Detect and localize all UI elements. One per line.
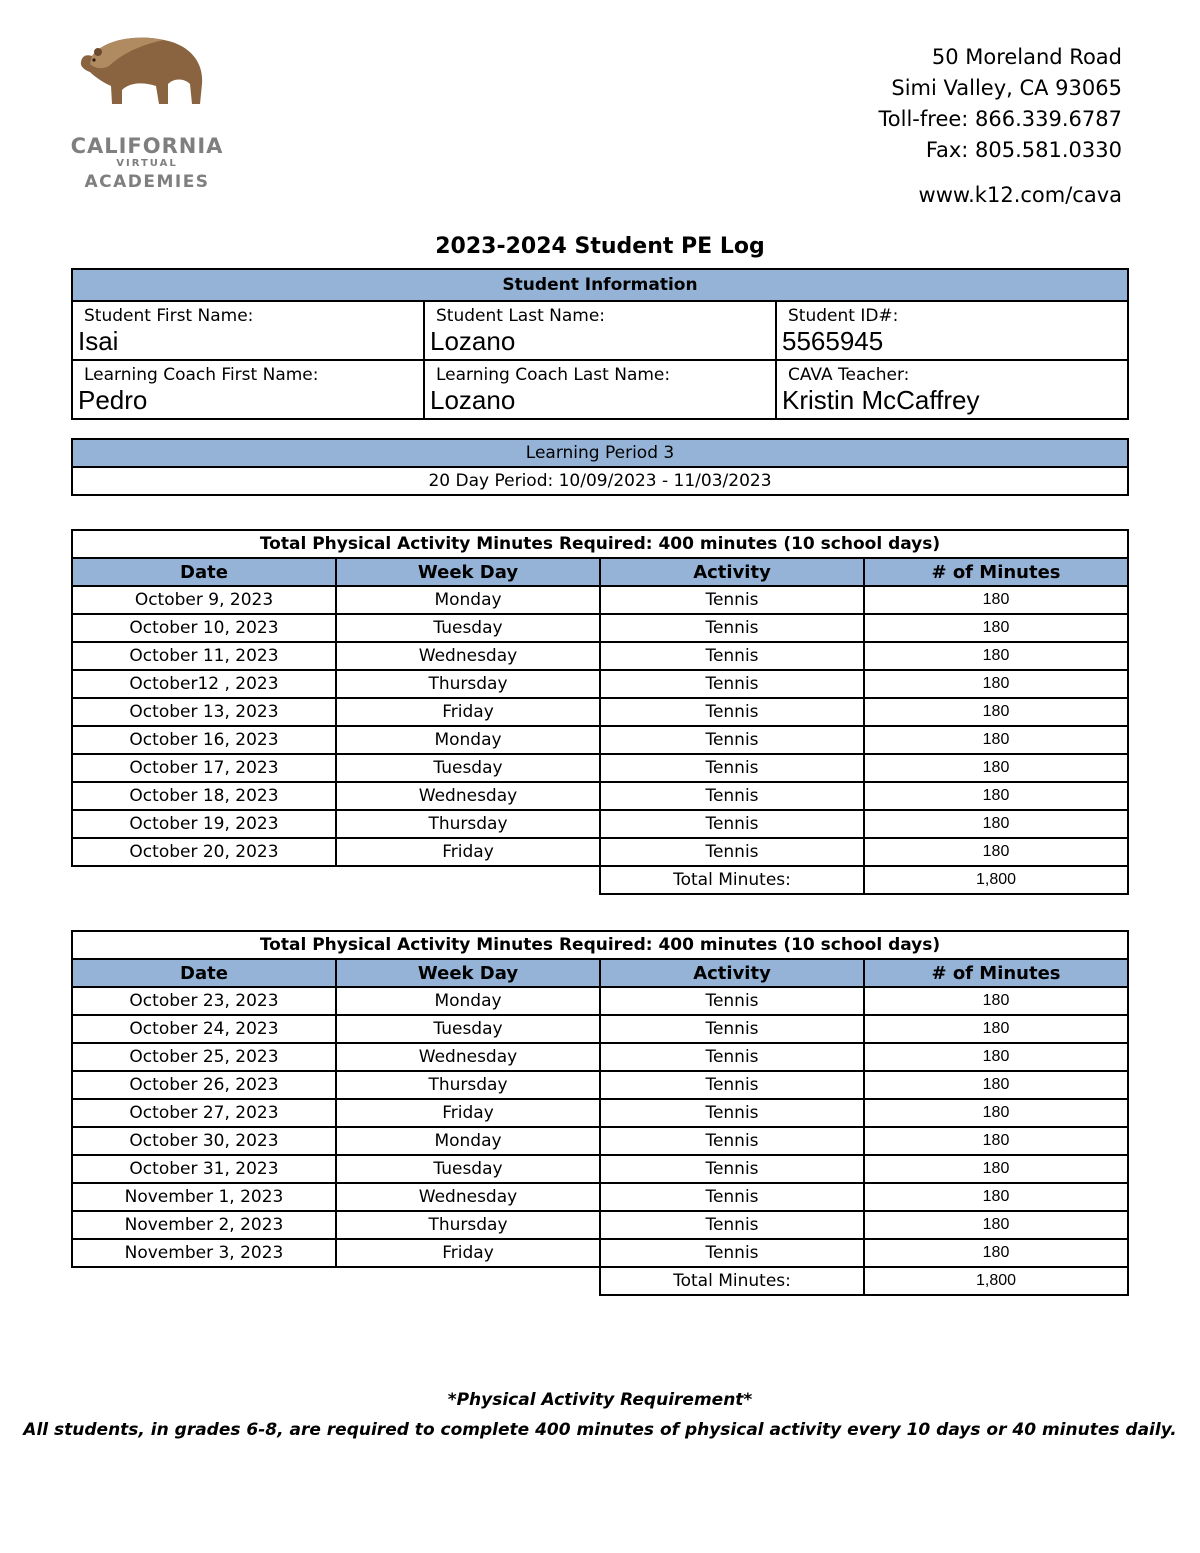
total-minutes-value: 1,800 [864,1267,1128,1295]
minutes-cell: 180 [864,1155,1128,1183]
minutes-cell: 180 [864,1239,1128,1267]
column-header-weekday: Week Day [336,558,600,586]
minutes-cell: 180 [864,1183,1128,1211]
student-last-name-value: Lozano [430,326,516,356]
date-cell: November 3, 2023 [72,1239,336,1267]
table-row [72,1155,1128,1183]
weekday-cell: Wednesday [336,782,600,810]
student-info-table [71,268,1129,420]
activity-cell: Tennis [600,586,864,614]
table-row [72,642,1128,670]
table-row [72,838,1128,866]
logo-name-line3: ACADEMIES [84,172,210,192]
date-cell: October 24, 2023 [72,1015,336,1043]
weekday-cell: Wednesday [336,642,600,670]
coach-first-name-label: Learning Coach First Name: [84,365,319,385]
activity-cell: Tennis [600,1211,864,1239]
column-header-minutes: # of Minutes [864,558,1128,586]
minutes-cell: 180 [864,1211,1128,1239]
learning-period-header: Learning Period 3 [72,439,1128,467]
date-cell: October 9, 2023 [72,586,336,614]
requirement-text: All students, in grades 6-8, are required to complete 400 minutes of physical activity every 10 days or 40 minutes daily. [23,1420,1177,1440]
table-row [72,1043,1128,1071]
minutes-cell: 180 [864,782,1128,810]
weekday-cell: Friday [336,698,600,726]
activity-cell: Tennis [600,782,864,810]
weekday-cell: Tuesday [336,1015,600,1043]
student-last-name-cell [424,301,776,360]
activity-cell: Tennis [600,698,864,726]
column-header-minutes: # of Minutes [864,959,1128,987]
column-header-activity: Activity [600,959,864,987]
logo-name-line1: CALIFORNIA [70,134,224,158]
table-row [72,810,1128,838]
table-row [72,1099,1128,1127]
column-header-activity: Activity [600,558,864,586]
minutes-cell: 180 [864,642,1128,670]
table-row [72,782,1128,810]
date-cell: October 13, 2023 [72,698,336,726]
activity-cell: Tennis [600,1183,864,1211]
table-row [72,1239,1128,1267]
pe-log-table [71,529,1129,895]
activity-cell: Tennis [600,1043,864,1071]
minutes-cell: 180 [864,614,1128,642]
student-first-name-cell [72,301,424,360]
student-first-name-label: Student First Name: [84,306,254,326]
weekday-cell: Friday [336,838,600,866]
date-cell: October 20, 2023 [72,838,336,866]
minutes-cell: 180 [864,586,1128,614]
learning-period-table [71,438,1129,496]
date-cell: October 25, 2023 [72,1043,336,1071]
date-cell: October 18, 2023 [72,782,336,810]
table-row [72,1015,1128,1043]
activity-cell: Tennis [600,1071,864,1099]
coach-last-name-label: Learning Coach Last Name: [436,365,671,385]
weekday-cell: Friday [336,1239,600,1267]
coach-first-name-value: Pedro [78,385,148,415]
date-cell: November 1, 2023 [72,1183,336,1211]
school-address [879,42,1122,211]
activity-cell: Tennis [600,1015,864,1043]
date-cell: October 19, 2023 [72,810,336,838]
column-header-date: Date [72,959,336,987]
minutes-cell: 180 [864,726,1128,754]
weekday-cell: Wednesday [336,1183,600,1211]
total-minutes-value: 1,800 [864,866,1128,894]
page-title: 2023-2024 Student PE Log [435,234,765,259]
minutes-cell: 180 [864,754,1128,782]
activity-cell: Tennis [600,1239,864,1267]
student-first-name-value: Isai [78,326,119,356]
column-header-weekday: Week Day [336,959,600,987]
activity-cell: Tennis [600,726,864,754]
weekday-cell: Monday [336,586,600,614]
activity-cell: Tennis [600,987,864,1015]
pe-log-table [71,930,1129,1296]
weekday-cell: Tuesday [336,754,600,782]
student-id-label: Student ID#: [788,306,899,326]
activity-cell: Tennis [600,754,864,782]
teacher-value: Kristin McCaffrey [782,385,980,415]
weekday-cell: Tuesday [336,1155,600,1183]
activity-cell: Tennis [600,670,864,698]
log-title: Total Physical Activity Minutes Required: 400 minutes (10 school days) [72,530,1128,558]
total-spacer [72,866,600,894]
weekday-cell: Tuesday [336,614,600,642]
weekday-cell: Monday [336,987,600,1015]
weekday-cell: Friday [336,1099,600,1127]
requirement-heading: *Physical Activity Requirement* [447,1390,753,1410]
date-cell: October 17, 2023 [72,754,336,782]
minutes-cell: 180 [864,1127,1128,1155]
bear-icon [64,34,234,114]
weekday-cell: Thursday [336,1071,600,1099]
table-row [72,586,1128,614]
date-cell: October 16, 2023 [72,726,336,754]
coach-first-name-cell [72,360,424,419]
weekday-cell: Monday [336,1127,600,1155]
table-row [72,670,1128,698]
learning-period-range: 20 Day Period: 10/09/2023 - 11/03/2023 [72,467,1128,495]
date-cell: October 11, 2023 [72,642,336,670]
address-city: Simi Valley, CA 93065 [891,76,1122,100]
student-last-name-label: Student Last Name: [436,306,606,326]
table-row [72,754,1128,782]
minutes-cell: 180 [864,987,1128,1015]
cava-logo [64,34,234,199]
date-cell: October 27, 2023 [72,1099,336,1127]
address-fax: Fax: 805.581.0330 [925,138,1122,162]
logo-name-line2: VIRTUAL [116,158,178,169]
minutes-cell: 180 [864,670,1128,698]
column-header-date: Date [72,558,336,586]
minutes-cell: 180 [864,1043,1128,1071]
table-row [72,614,1128,642]
weekday-cell: Thursday [336,670,600,698]
student-id-cell [776,301,1128,360]
activity-cell: Tennis [600,1099,864,1127]
weekday-cell: Thursday [336,810,600,838]
minutes-cell: 180 [864,698,1128,726]
address-street: 50 Moreland Road [931,45,1122,69]
date-cell: October 26, 2023 [72,1071,336,1099]
activity-cell: Tennis [600,1127,864,1155]
weekday-cell: Wednesday [336,1043,600,1071]
teacher-label: CAVA Teacher: [788,365,910,385]
minutes-cell: 180 [864,1099,1128,1127]
coach-last-name-value: Lozano [430,385,516,415]
website-link[interactable]: www.k12.com/cava [918,183,1122,207]
table-row [72,698,1128,726]
weekday-cell: Thursday [336,1211,600,1239]
student-info-header: Student Information [72,269,1128,301]
table-row [72,1183,1128,1211]
date-cell: October 23, 2023 [72,987,336,1015]
teacher-cell [776,360,1128,419]
table-row [72,726,1128,754]
activity-cell: Tennis [600,1155,864,1183]
date-cell: October 10, 2023 [72,614,336,642]
table-row [72,1071,1128,1099]
address-tollfree: Toll-free: 866.339.6787 [878,107,1122,131]
weekday-cell: Monday [336,726,600,754]
minutes-cell: 180 [864,810,1128,838]
minutes-cell: 180 [864,838,1128,866]
minutes-cell: 180 [864,1015,1128,1043]
date-cell: October 30, 2023 [72,1127,336,1155]
activity-cell: Tennis [600,810,864,838]
student-id-value: 5565945 [782,326,884,356]
table-row [72,1127,1128,1155]
activity-cell: Tennis [600,614,864,642]
date-cell: October 31, 2023 [72,1155,336,1183]
total-minutes-label: Total Minutes: [600,1267,864,1295]
log-title: Total Physical Activity Minutes Required: 400 minutes (10 school days) [72,931,1128,959]
table-row [72,987,1128,1015]
total-minutes-label: Total Minutes: [600,866,864,894]
date-cell: November 2, 2023 [72,1211,336,1239]
minutes-cell: 180 [864,1071,1128,1099]
table-row [72,1211,1128,1239]
date-cell: October12 , 2023 [72,670,336,698]
activity-cell: Tennis [600,642,864,670]
coach-last-name-cell [424,360,776,419]
activity-cell: Tennis [600,838,864,866]
total-spacer [72,1267,600,1295]
